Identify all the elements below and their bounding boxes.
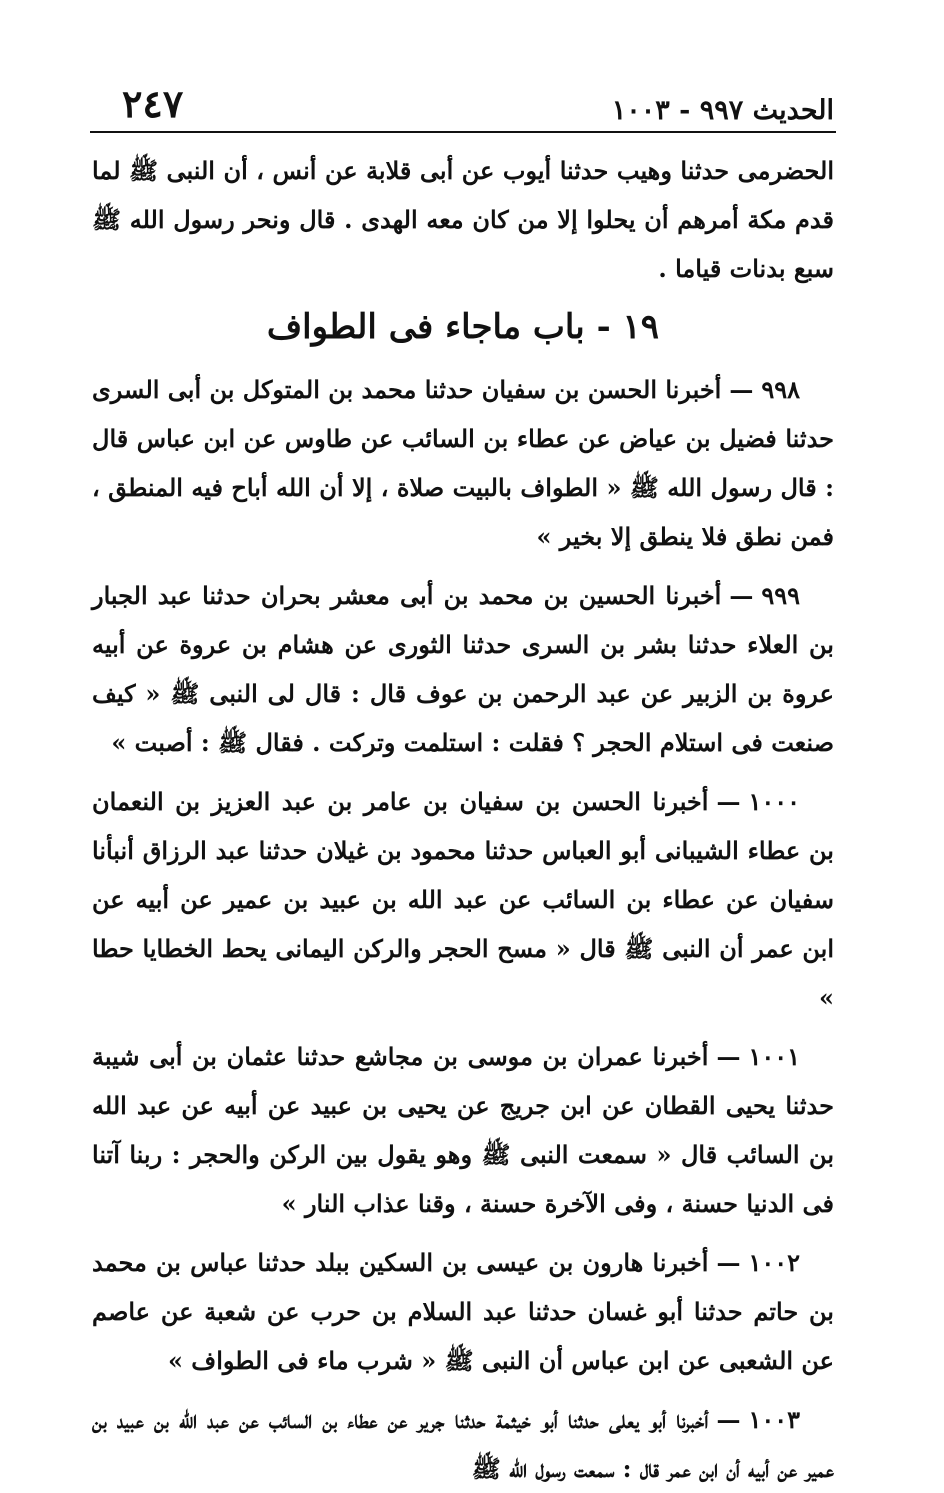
hadith-entry bbox=[92, 571, 834, 767]
hadith-text: أخبرنا أبو يعلى حدثنا أبو خيثمة حدثنا جرير عن عطاء بن السائب عن عبد الله بن عبيد بن عمير عن أبيه أن ابن عمر قال : سمعت رسول الله ﷺ bbox=[92, 1405, 834, 1483]
hadith-number: ١٠٠٠ bbox=[748, 787, 801, 816]
chapter-heading bbox=[92, 299, 834, 355]
hadith-text: أخبرنا عمران بن موسى بن مجاشع حدثنا عثمان بن أبى شيبة حدثنا يحيى القطان عن ابن جريج عن يحيى بن عبيد عن أبيه عن عبد الله بن السائب قال « سمعت النبى ﷺ وهو يقول بين الركن والحجر : ربنا آتنا فى الدنيا حسنة ، وفى الآخرة حسنة ، وقنا عذاب النار » bbox=[92, 1042, 834, 1218]
continuation-paragraph: الحضرمى حدثنا وهيب حدثنا أيوب عن أبى قلابة عن أنس ، أن النبى ﷺ لما قدم مكة أمرهم أن يحلوا إلا من كان معه الهدى . قال ونحر رسول الله ﷺ سبع بدنات قياما . bbox=[92, 156, 834, 283]
hadith-entry bbox=[92, 1238, 834, 1385]
hadith-dash: — bbox=[729, 581, 754, 610]
chapter-title: باب ماجاء فى الطواف bbox=[266, 307, 585, 347]
hadith-number: ٩٩٩ bbox=[761, 581, 800, 610]
chapter-dash: - bbox=[596, 307, 611, 347]
hadith-entry bbox=[92, 777, 834, 1022]
hadith-text: أخبرنا هارون بن عيسى بن السكين ببلد حدثنا عباس بن محمد بن حاتم حدثنا أبو غسان حدثنا عبد السلام بن حرب عن شعبة عن عاصم عن الشعبى عن ابن عباس أن النبى ﷺ « شرب ماء فى الطواف » bbox=[92, 1248, 834, 1375]
hadith-entry bbox=[92, 1395, 834, 1493]
hadith-text: أخبرنا الحسين بن محمد بن أبى معشر بحران حدثنا عبد الجبار بن العلاء حدثنا بشر بن السرى حدثنا الثورى عن هشام بن عروة عن أبيه عروة بن الزبير عن عبد الرحمن بن عوف قال : قال لى النبى ﷺ « كيف صنعت فى استلام الحجر ؟ فقلت : استلمت وتركت . فقال ﷺ : أصبت » bbox=[92, 581, 834, 757]
hadith-dash: — bbox=[716, 1042, 741, 1071]
hadith-number: ١٠٠٣ bbox=[748, 1405, 800, 1434]
hadith-text: أخبرنا الحسن بن سفيان بن عامر بن عبد العزيز بن النعمان بن عطاء الشيبانى أبو العباس حدثنا محمود بن غيلان حدثنا عبد الرزاق أنبأنا سفيان عن عطاء بن السائب عن عبد الله بن عبيد بن عمير عن أبيه عن ابن عمر أن النبى ﷺ قال « مسح الحجر والركن اليمانى يحط الخطايا حطا » bbox=[92, 787, 834, 1012]
hadith-number: ٩٩٨ bbox=[761, 375, 800, 404]
hadith-entry bbox=[92, 1032, 834, 1228]
running-head: الحديث ٩٩٧ - ١٠٠٣ bbox=[611, 95, 834, 126]
hadith-dash: — bbox=[716, 1248, 741, 1277]
hadith-dash: — bbox=[716, 787, 741, 816]
hadith-dash: — bbox=[716, 1405, 741, 1434]
chapter-number: ١٩ bbox=[622, 307, 660, 347]
hadith-number: ١٠٠١ bbox=[748, 1042, 800, 1071]
page-header bbox=[92, 0, 834, 132]
hadith-dash: — bbox=[729, 375, 754, 404]
hadith-number: ١٠٠٢ bbox=[748, 1248, 800, 1277]
hadith-text: أخبرنا الحسن بن سفيان حدثنا محمد بن المتوكل بن أبى السرى حدثنا فضيل بن عياض عن عطاء بن السائب عن طاوس عن ابن عباس قال : قال رسول الله ﷺ « الطواف بالبيت صلاة ، إلا أن الله أباح فيه المنطق ، فمن نطق فلا ينطق إلا بخير » bbox=[92, 375, 834, 551]
page-number: ٢٤٧ bbox=[122, 81, 184, 126]
header-rule bbox=[90, 131, 836, 133]
hadith-entry bbox=[92, 365, 834, 561]
